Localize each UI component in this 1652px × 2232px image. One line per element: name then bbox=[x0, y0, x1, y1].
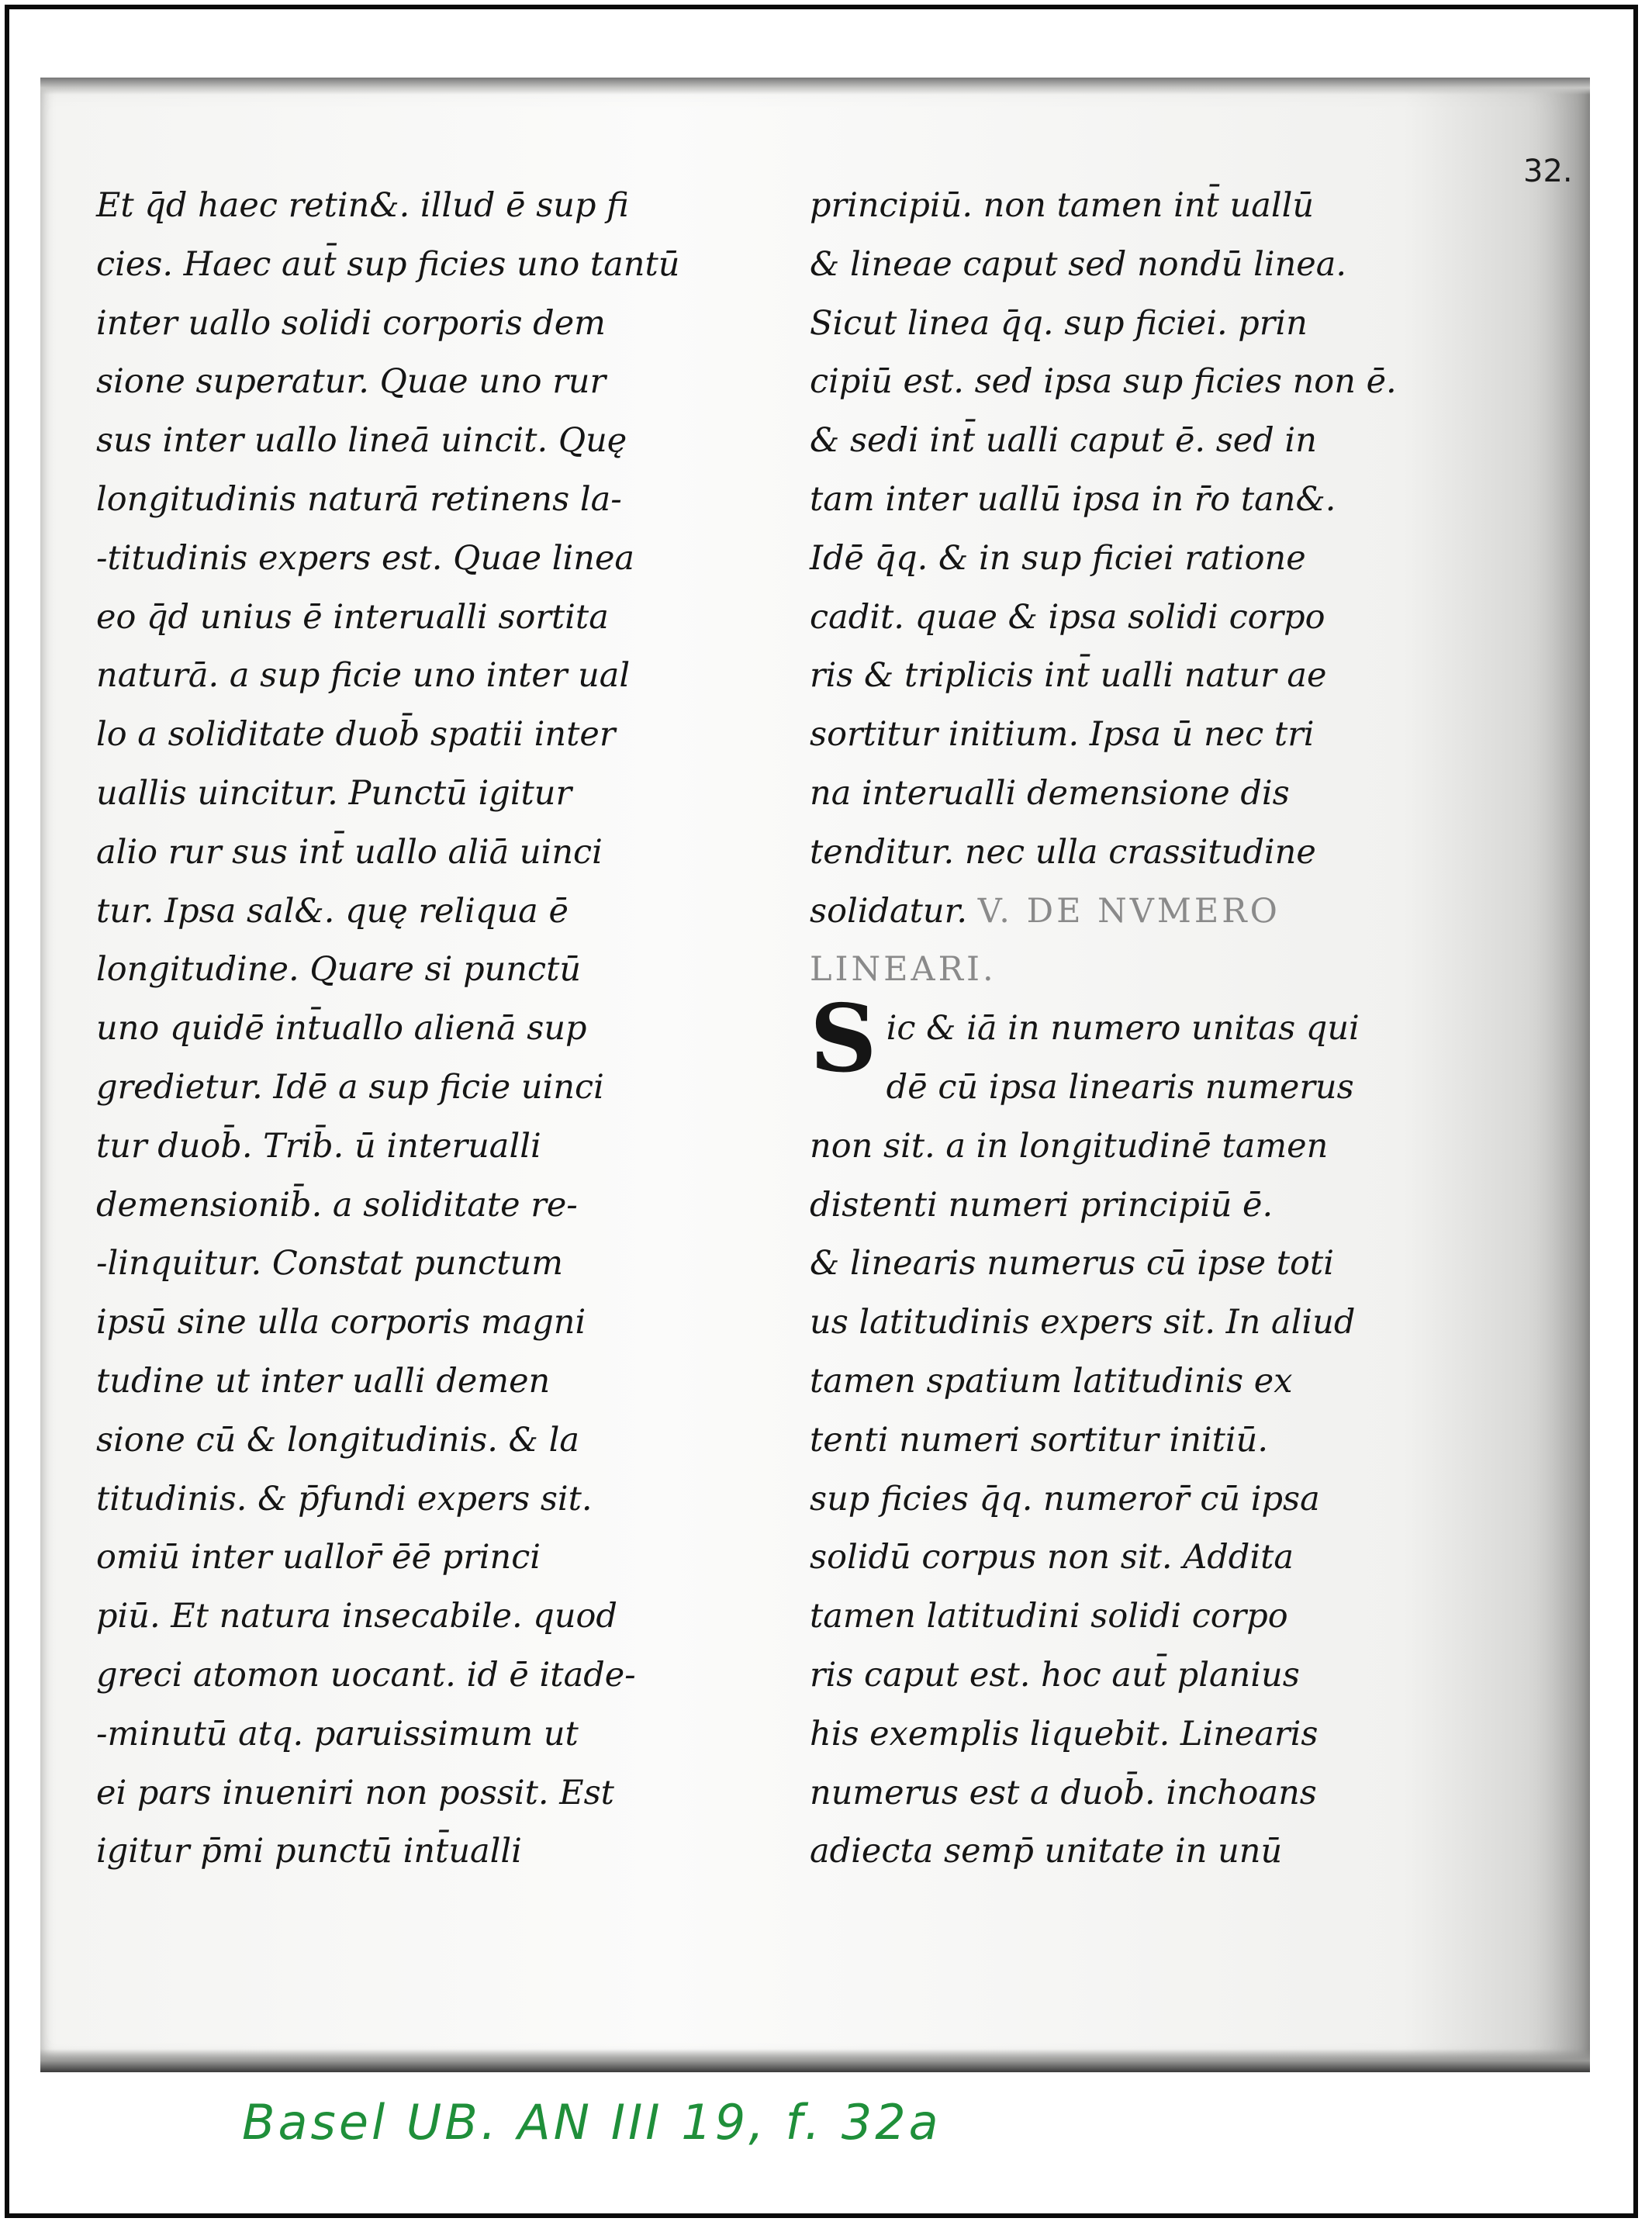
text-line: tenti numeri sortitur initiū. bbox=[810, 1420, 1269, 1460]
right-column-last-text: solidatur. bbox=[810, 891, 978, 931]
text-line: greci atomon uocant. id ē itade- bbox=[96, 1655, 636, 1695]
text-line: lo a soliditate duob̄ spatii inter bbox=[96, 715, 616, 755]
text-line: tam inter uallū ipsa in r̄o tan&. bbox=[810, 479, 1336, 519]
text-line: non sit. a in longitudinē tamen bbox=[810, 1126, 1329, 1166]
text-line: igitur p̄mi punctū int̄ualli bbox=[96, 1832, 522, 1871]
text-line: ipsū sine ulla corporis magni bbox=[96, 1303, 586, 1342]
text-line: naturā. a sup ficie uno inter ual bbox=[96, 656, 631, 696]
text-line: gredietur. Idē a sup ficie uinci bbox=[96, 1067, 604, 1107]
text-line: na interualli demensione dis bbox=[810, 773, 1290, 813]
text-line: ei pars inueniri non possit. Est bbox=[96, 1773, 614, 1812]
text-line: distenti numeri principiū ē. bbox=[810, 1185, 1274, 1225]
text-line: sus inter uallo lineā uincit. Quę bbox=[96, 421, 627, 461]
text-line: alio rur sus int̄ uallo aliā uinci bbox=[96, 832, 603, 872]
text-line: -minutū atq. paruissimum ut bbox=[96, 1714, 579, 1753]
text-line: sione superatur. Quae uno rur bbox=[96, 362, 607, 402]
text-line: eo q̄d unius ē interualli sortita bbox=[96, 597, 609, 637]
text-line: inter uallo solidi corporis dem bbox=[96, 303, 606, 343]
text-line: tamen spatium latitudinis ex bbox=[810, 1361, 1293, 1401]
text-line: longitudine. Quare si punctū bbox=[96, 950, 582, 990]
text-line: numerus est a duob̄. inchoans bbox=[810, 1773, 1317, 1812]
text-line: Idē q̄q. & in sup ficiei ratione bbox=[810, 538, 1306, 578]
right-column-rubric-line bbox=[810, 883, 1477, 942]
text-line: piū. Et natura insecabile. quod bbox=[96, 1597, 617, 1636]
text-line: Sicut linea q̄q. sup ficiei. prin bbox=[810, 303, 1308, 343]
photo-bottom-edge bbox=[40, 2049, 1590, 2072]
text-line: dē cū ipsa linearis numerus bbox=[886, 1067, 1354, 1107]
text-line: adiecta semp̄ unitate in unū bbox=[810, 1832, 1283, 1871]
paragraph-after-heading bbox=[810, 984, 1477, 1881]
text-line: & sedi int̄ ualli caput ē. sed in bbox=[810, 421, 1317, 461]
text-line: his exemplis liquebit. Linearis bbox=[810, 1714, 1318, 1753]
text-line: us latitudinis expers sit. In aliud bbox=[810, 1303, 1356, 1342]
text-line: solidū corpus non sit. Addita bbox=[810, 1538, 1294, 1577]
right-column-bottom bbox=[810, 1000, 1477, 1881]
photo-top-edge bbox=[40, 78, 1590, 95]
text-line: Et q̄d haec retin&. illud ē sup fi bbox=[96, 186, 629, 225]
text-line: cies. Haec aut̄ sup ficies uno tantū bbox=[96, 244, 680, 284]
text-line: demensionib̄. a soliditate re- bbox=[96, 1185, 578, 1225]
rubric-heading-line2: LINEARI. bbox=[810, 950, 997, 990]
text-line: tur duob̄. Trib̄. ū interualli bbox=[96, 1126, 541, 1166]
text-line: cipiū est. sed ipsa sup ficies non ē. bbox=[810, 362, 1397, 402]
manuscript-photo bbox=[40, 78, 1590, 2072]
text-line: uallis uincitur. Punctū igitur bbox=[96, 773, 572, 813]
text-line: sortitur initium. Ipsa ū nec tri bbox=[810, 715, 1315, 755]
text-line: -titudinis expers est. Quae linea bbox=[96, 538, 635, 578]
folio-number: 32. bbox=[1523, 154, 1573, 189]
library-caption: Basel UB. AN III 19, f. 32a bbox=[242, 2094, 942, 2151]
initial-letter: S bbox=[810, 984, 877, 1094]
rubric-heading-line1: V. DE NVMERO bbox=[977, 891, 1280, 931]
text-line: ic & iā in numero unitas qui bbox=[886, 1009, 1360, 1049]
text-line: -linquitur. Constat punctum bbox=[96, 1244, 563, 1284]
text-line: sione cū & longitudinis. & la bbox=[96, 1420, 579, 1460]
text-line: tamen latitudini solidi corpo bbox=[810, 1597, 1288, 1636]
text-line: principiū. non tamen int̄ uallū bbox=[810, 186, 1315, 225]
text-line: tenditur. nec ulla crassitudine bbox=[810, 832, 1316, 872]
text-line: ris caput est. hoc aut̄ planius bbox=[810, 1655, 1300, 1695]
text-line: tur. Ipsa sal&. quę reliqua ē bbox=[96, 891, 569, 931]
text-line: sup ficies q̄q. numeror̄ cū ipsa bbox=[810, 1479, 1320, 1519]
text-line: cadit. quae & ipsa solidi corpo bbox=[810, 597, 1325, 637]
right-column-top bbox=[810, 177, 1477, 883]
text-line: tudine ut inter ualli demen bbox=[96, 1361, 551, 1401]
text-line: uno quidē int̄uallo alienā sup bbox=[96, 1009, 587, 1049]
text-line: & linearis numerus cū ipse toti bbox=[810, 1244, 1334, 1284]
text-line: ris & triplicis int̄ ualli natur ae bbox=[810, 656, 1327, 696]
text-line: longitudinis naturā retinens la- bbox=[96, 479, 622, 519]
right-column bbox=[810, 177, 1477, 1881]
text-line: & lineae caput sed nondū linea. bbox=[810, 244, 1347, 284]
text-line: titudinis. & p̄fundi expers sit. bbox=[96, 1479, 593, 1519]
text-line: omiū inter uallor̄ ēē princi bbox=[96, 1538, 541, 1577]
left-column bbox=[96, 177, 794, 1881]
